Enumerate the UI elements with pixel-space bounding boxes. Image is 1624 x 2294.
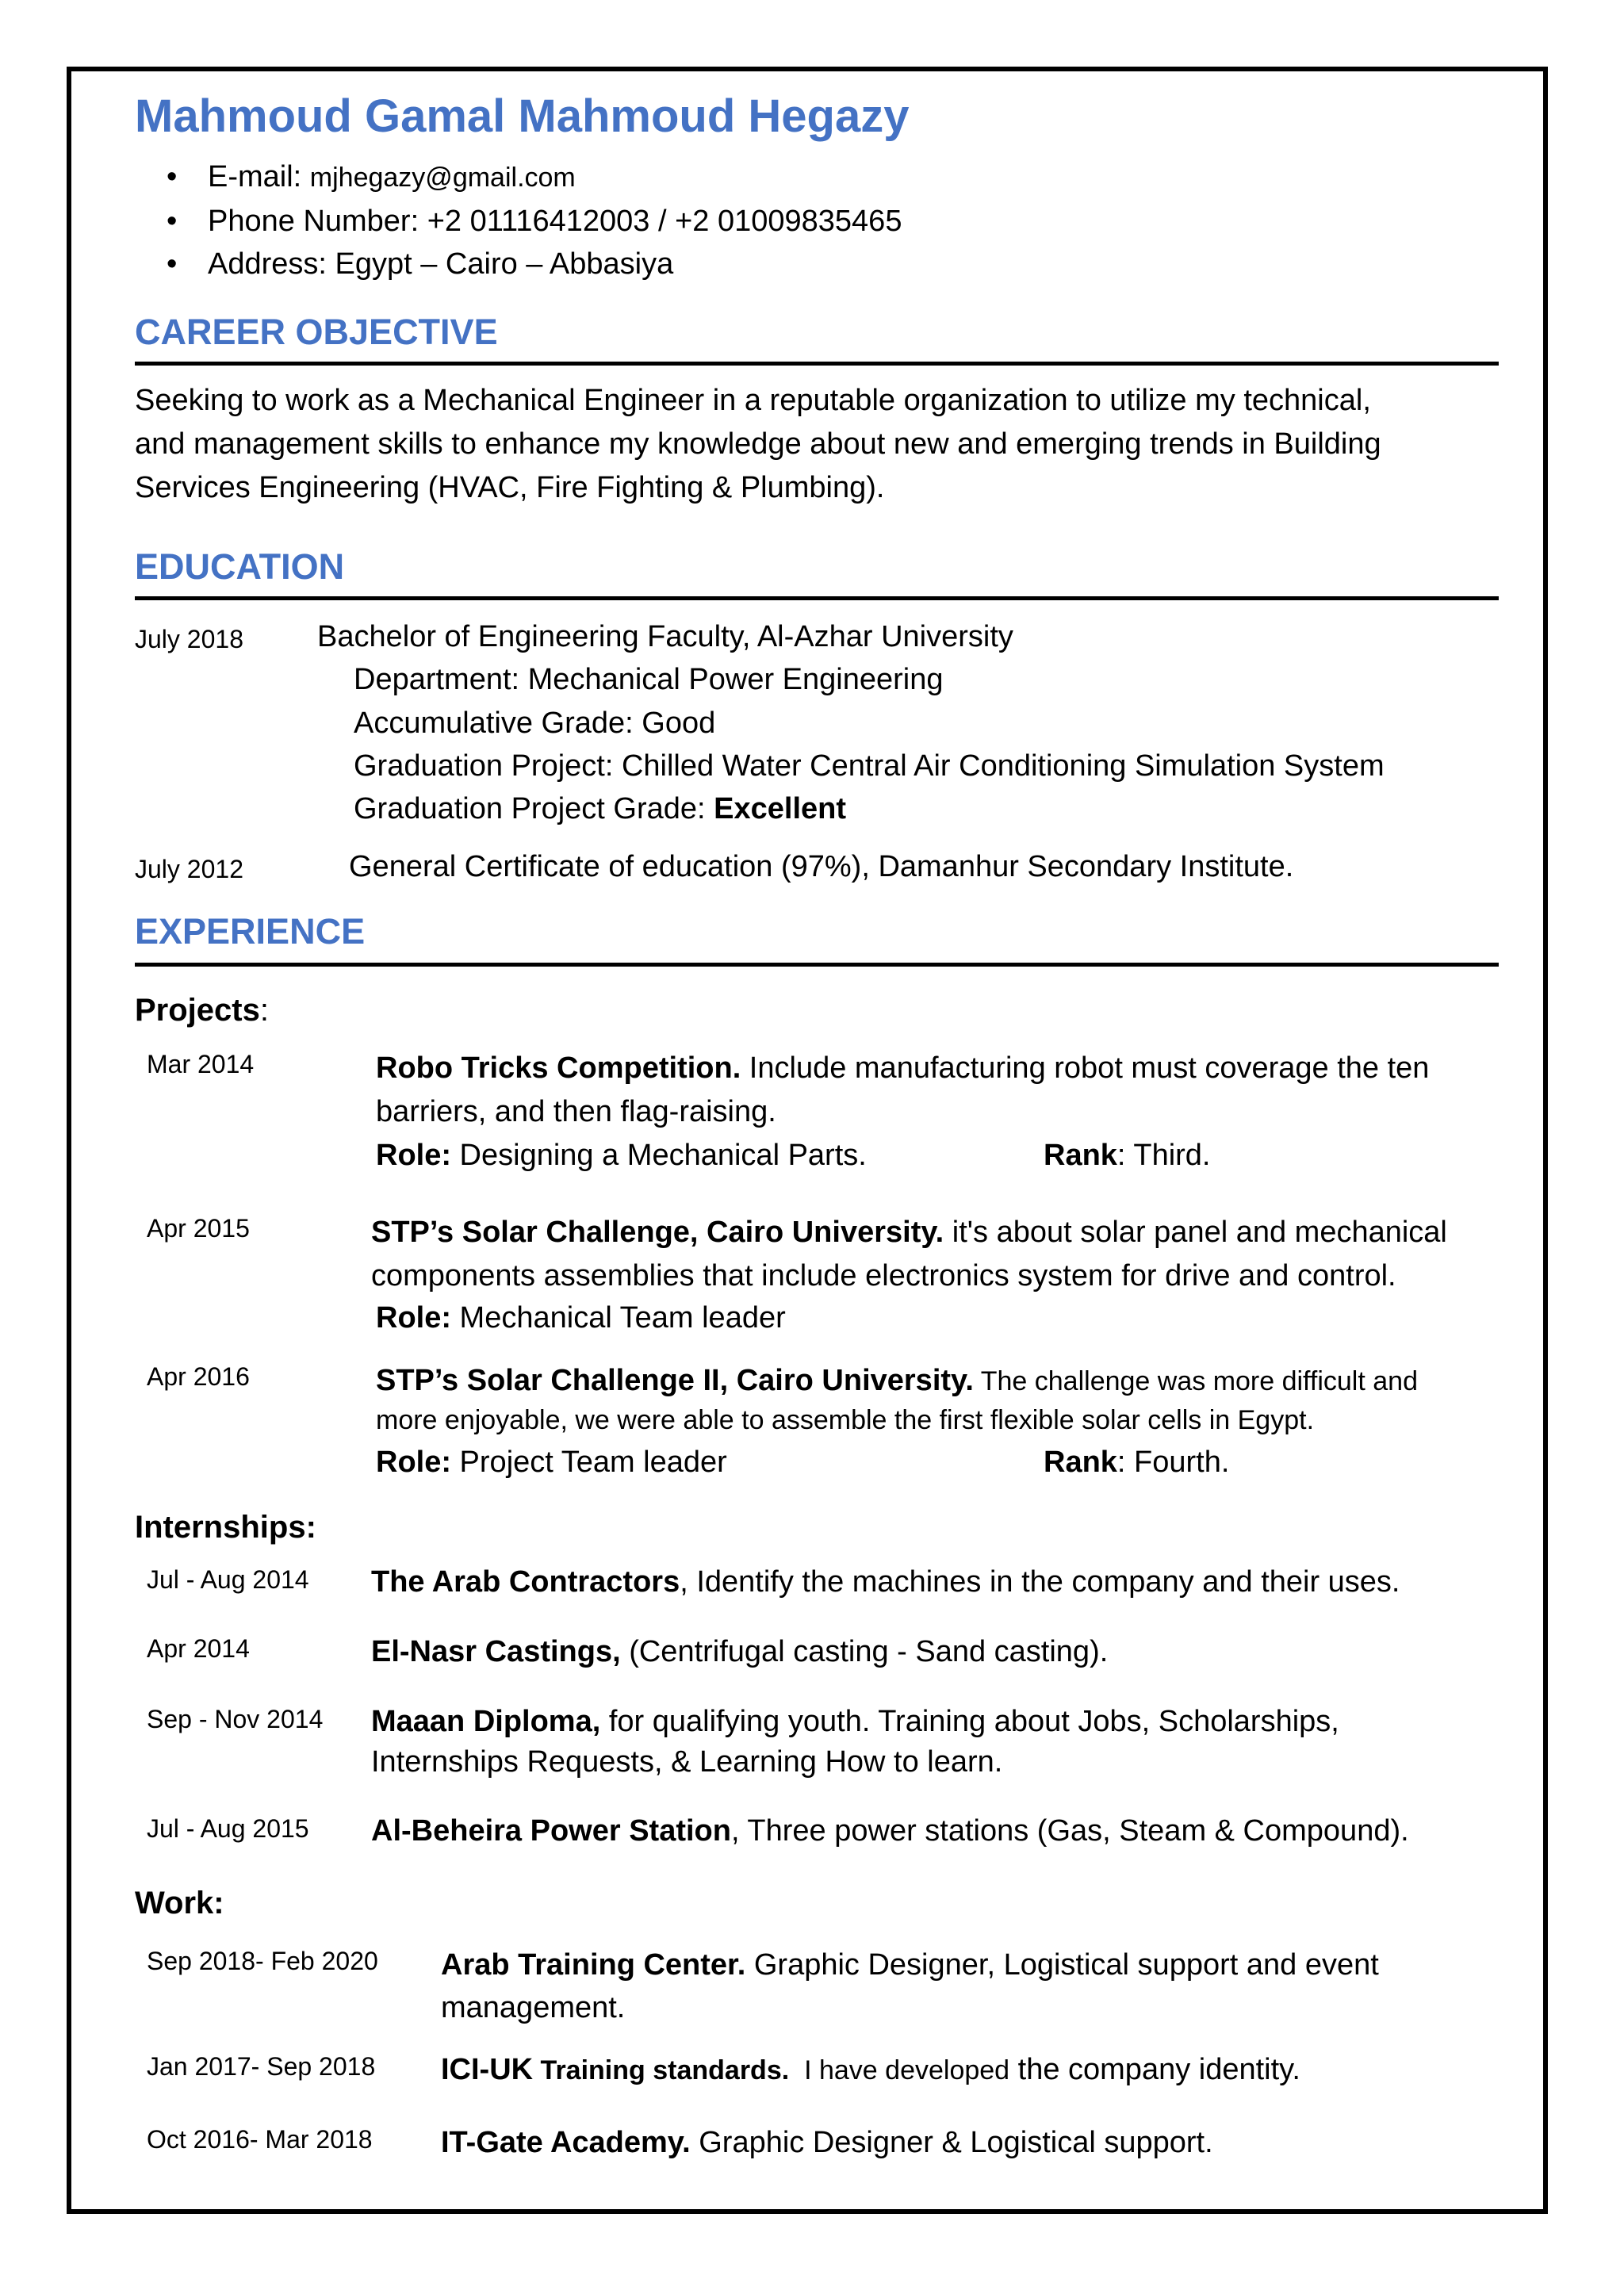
work-date: Sep 2018- Feb 2020 [147, 1947, 378, 1975]
section-heading-experience: EXPERIENCE [135, 911, 366, 952]
edu-grade: Accumulative Grade: Good [354, 707, 716, 740]
candidate-name: Mahmoud Gamal Mahmoud Hegazy [135, 90, 910, 142]
project-rank: Rank: Third. [1044, 1139, 1211, 1172]
work-date: Oct 2016- Mar 2018 [147, 2125, 373, 2154]
internship-date: Jul - Aug 2014 [147, 1565, 309, 1594]
edu-project-grade: Graduation Project Grade: Excellent [354, 792, 847, 825]
section-divider [135, 596, 1499, 600]
address-text: Address: Egypt – Cairo – Abbasiya [208, 247, 674, 281]
project-desc-line: components assemblies that include electronics system for drive and control. [371, 1259, 1396, 1293]
bullet-icon: • [167, 205, 178, 238]
internships-heading: Internships: [135, 1510, 316, 1545]
edu-date: July 2012 [135, 855, 243, 883]
project-desc-line: more enjoyable, we were able to assemble the first flexible solar cells in Egypt. [376, 1405, 1315, 1435]
project-rank: Rank: Fourth. [1044, 1446, 1230, 1479]
project-desc-line: barriers, and then flag-raising. [376, 1095, 776, 1128]
project-title-line: Robo Tricks Competition. Include manufacturing robot must coverage the ten [376, 1051, 1430, 1085]
internship-desc-line: Internships Requests, & Learning How to learn. [371, 1745, 1003, 1779]
internship-date: Jul - Aug 2015 [147, 1814, 309, 1843]
work-date: Jan 2017- Sep 2018 [147, 2052, 376, 2081]
objective-line: and management skills to enhance my knowledge about new and emerging trends in Building [135, 427, 1381, 461]
section-divider [135, 963, 1499, 967]
edu-title: General Certificate of education (97%), Damanhur Secondary Institute. [349, 850, 1294, 883]
section-heading-education: EDUCATION [135, 546, 345, 587]
work-entry: Arab Training Center. Graphic Designer, Logistical support and event [441, 1948, 1379, 1982]
internship-entry: El-Nasr Castings, (Centrifugal casting - Sand casting). [371, 1635, 1109, 1668]
project-title-line: STP’s Solar Challenge, Cairo University. it's about solar panel and mechanical [371, 1216, 1447, 1249]
project-grade-value: Excellent [714, 792, 847, 825]
internship-entry: Al-Beheira Power Station, Three power stations (Gas, Steam & Compound). [371, 1814, 1409, 1848]
projects-heading: Projects: [135, 993, 269, 1028]
email-link[interactable]: mjhegazy@gmail.com [309, 163, 576, 193]
section-heading-objective: CAREER OBJECTIVE [135, 312, 498, 352]
work-entry: IT-Gate Academy. Graphic Designer & Logistical support. [441, 2126, 1213, 2159]
edu-department: Department: Mechanical Power Engineering [354, 663, 944, 696]
project-role: Role: Project Team leader [376, 1446, 727, 1479]
section-divider [135, 362, 1499, 366]
work-entry: ICI-UK Training standards. I have developed the company identity. [441, 2053, 1300, 2086]
objective-line: Seeking to work as a Mechanical Engineer in a reputable organization to utilize my technical, [135, 384, 1371, 417]
internship-date: Apr 2014 [147, 1634, 250, 1663]
project-role: Role: Mechanical Team leader [376, 1301, 786, 1335]
internship-entry: The Arab Contractors, Identify the machines in the company and their uses. [371, 1565, 1400, 1599]
bullet-icon: • [167, 160, 178, 193]
work-heading: Work: [135, 1886, 224, 1921]
internship-date: Sep - Nov 2014 [147, 1705, 324, 1733]
project-role: Role: Designing a Mechanical Parts. [376, 1139, 867, 1172]
project-title-line: STP’s Solar Challenge II, Cairo University. The challenge was more difficult and [376, 1364, 1418, 1397]
project-date: Apr 2016 [147, 1362, 250, 1391]
edu-project: Graduation Project: Chilled Water Central Air Conditioning Simulation System [354, 749, 1385, 783]
bullet-icon: • [167, 247, 178, 281]
project-date: Mar 2014 [147, 1050, 255, 1078]
edu-title: Bachelor of Engineering Faculty, Al-Azhar University [317, 620, 1013, 653]
project-date: Apr 2015 [147, 1214, 250, 1243]
email-label: E-mail: [208, 160, 302, 193]
edu-date: July 2018 [135, 625, 243, 653]
work-desc-line: management. [441, 1991, 626, 2024]
internship-entry: Maaan Diploma, for qualifying youth. Training about Jobs, Scholarships, [371, 1705, 1339, 1738]
phone-text: Phone Number: +2 01116412003 / +2 01009835465 [208, 205, 902, 238]
objective-line: Services Engineering (HVAC, Fire Fighting & Plumbing). [135, 471, 885, 504]
